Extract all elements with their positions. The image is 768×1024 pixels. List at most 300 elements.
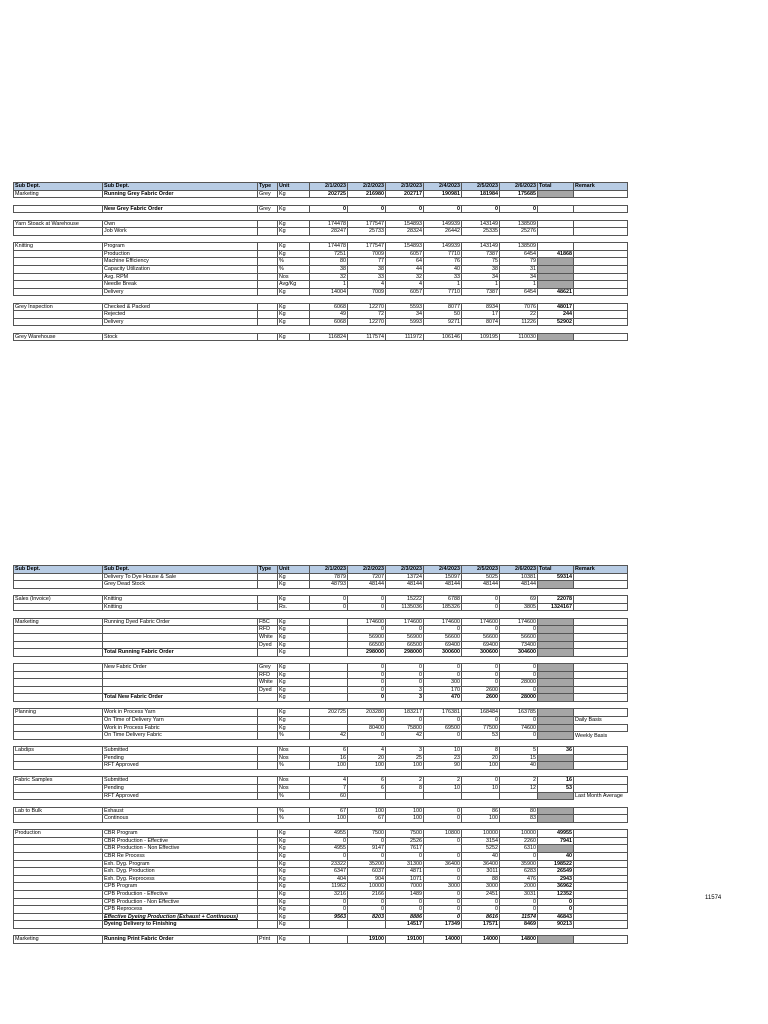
value-cell: 3216 [310,890,348,898]
value-cell [310,936,348,944]
value-cell: 0 [348,596,386,604]
value-cell: 6788 [424,596,462,604]
unit-cell: Kg [278,694,310,702]
value-cell: 10 [462,785,500,793]
value-cell: 53 [462,732,500,740]
sub-dept-cell [14,921,103,929]
sub-dept-cell [14,265,103,273]
table-row [14,852,628,860]
sub-dept-cell [14,581,103,589]
remark-cell [574,860,628,868]
value-cell: 34 [462,273,500,281]
type-cell [258,837,278,845]
type-cell: Grey [258,664,278,672]
remark-cell [574,913,628,921]
value-cell: 177547 [348,220,386,228]
value-cell: 48144 [386,581,424,589]
table-row [14,830,628,838]
table-row [14,581,628,589]
sub-dept-cell [14,205,103,213]
item-cell: Effective Dyeing Production (Exhaust + Continuous) [103,913,258,921]
value-cell: 3031 [500,890,538,898]
header-date: 2/5/2023 [462,566,500,574]
header-unit: Unit [278,183,310,191]
type-cell: Grey [258,205,278,213]
sub-dept-cell: Grey Inspection [14,303,103,311]
value-cell: 0 [424,732,462,740]
sub-dept-cell: Marketing [14,936,103,944]
value-cell: 10000 [500,830,538,838]
item-cell: RFT Approved [103,762,258,770]
item-cell: Avg. RPM [103,273,258,281]
table-row [14,220,628,228]
sub-dept-cell [14,694,103,702]
item-cell: Rejected [103,311,258,319]
total-cell [538,845,574,853]
remark-cell [574,936,628,944]
spacer-cell [14,656,628,663]
value-cell: 4955 [310,845,348,853]
value-cell: 0 [500,906,538,914]
value-cell: 177547 [348,243,386,251]
value-cell: 11574 [500,913,538,921]
value-cell: 14004 [310,288,348,296]
item-cell: New Grey Fabric Order [103,205,258,213]
value-cell: 3000 [424,883,462,891]
table-row [14,633,628,641]
value-cell: 100 [310,762,348,770]
item-cell: RFT Approved [103,792,258,800]
value-cell: 0 [462,898,500,906]
sub-dept-cell [14,281,103,289]
value-cell: 7387 [462,288,500,296]
unit-cell: Kg [278,906,310,914]
value-cell: 404 [310,875,348,883]
total-cell: 49955 [538,830,574,838]
remark-cell: Weekly Basis [575,732,608,739]
value-cell: 163785 [500,709,538,717]
value-cell: 69500 [424,724,462,732]
value-cell: 117574 [348,333,386,341]
table-row [14,626,628,634]
item-cell: CPB Production - Non Effective [103,898,258,906]
unit-cell: Kg [278,243,310,251]
value-cell: 9563 [310,913,348,921]
table-row [14,906,628,914]
table-row [14,898,628,906]
value-cell: 0 [386,906,424,914]
table-row [14,754,628,762]
value-cell: 20 [462,754,500,762]
table-row [14,190,628,198]
total-cell: 53 [538,785,574,793]
value-cell: 3000 [462,883,500,891]
sub-dept-cell [14,641,103,649]
value-cell: 40 [500,762,538,770]
value-cell: 31 [500,265,538,273]
value-cell: 2000 [500,883,538,891]
type-cell [258,898,278,906]
value-cell: 298000 [348,649,386,657]
unit-cell: Nos [278,747,310,755]
unit-cell: Kg [278,921,310,929]
value-cell: 0 [424,807,462,815]
remark-cell [574,883,628,891]
spacer-row [14,739,628,746]
value-cell: 77 [348,258,386,266]
item-cell: Machine Efficiency [103,258,258,266]
value-cell: 6037 [348,868,386,876]
value-cell: 12270 [348,318,386,326]
value-cell: 100 [462,762,500,770]
spacer-row [14,296,628,303]
remark-cell [574,573,628,581]
spacer-cell [14,800,628,807]
type-cell [258,596,278,604]
value-cell: 7251 [310,250,348,258]
item-cell: Running Print Fabric Order [103,936,258,944]
item-cell: Program [103,243,258,251]
type-cell [258,792,278,800]
value-cell: 56600 [424,633,462,641]
item-cell: Dyeing Delivery to Finishing [103,921,258,929]
type-cell [258,762,278,770]
type-cell [258,258,278,266]
value-cell: 22 [500,311,538,319]
value-cell: 14517 [386,921,424,929]
table-body-1 [14,183,628,341]
value-cell [424,845,462,853]
value-cell: 36400 [424,860,462,868]
value-cell: 0 [462,717,500,725]
spacer-row [14,326,628,333]
spacer-cell [14,770,628,777]
value-cell: 111972 [386,333,424,341]
spacer-row [14,770,628,777]
value-cell: 4 [348,747,386,755]
remark-cell [574,890,628,898]
total-cell: 22078 [538,596,574,604]
value-cell: 0 [462,626,500,634]
value-cell: 7009 [348,250,386,258]
remark-cell [574,686,628,694]
value-cell: 0 [348,671,386,679]
value-cell: 50 [424,311,462,319]
type-cell [258,906,278,914]
value-cell: 74600 [500,724,538,732]
value-cell: 0 [310,596,348,604]
value-cell: 0 [348,205,386,213]
remark-cell [574,664,628,672]
value-cell: 7207 [348,573,386,581]
total-cell: 52902 [538,318,574,326]
value-cell [310,679,348,687]
remark-cell [574,333,628,341]
spacer-cell [14,235,628,242]
value-cell: 0 [386,664,424,672]
sub-dept-cell [14,311,103,319]
value-cell: 66500 [348,641,386,649]
item-cell: Exh. Dyg. Reprocess [103,875,258,883]
item-cell: On Time of Delivery Yarn [103,717,258,725]
remark-cell [574,694,628,702]
value-cell: 100 [310,815,348,823]
value-cell: 7000 [386,883,424,891]
value-cell [310,671,348,679]
unit-cell: Kg [278,311,310,319]
unit-cell: Kg [278,837,310,845]
table-row [14,694,628,702]
total-cell [538,724,574,732]
item-cell: CPB Production - Effective [103,890,258,898]
value-cell: 67 [348,815,386,823]
value-cell: 0 [462,603,500,611]
value-cell: 4 [386,281,424,289]
unit-cell: % [278,815,310,823]
total-cell: 16 [538,777,574,785]
total-cell: 0 [538,898,574,906]
item-cell: CBR Production - Non Effective [103,845,258,853]
type-cell [258,921,278,929]
value-cell: 0 [348,898,386,906]
type-cell [258,807,278,815]
item-cell: Delivery To Dye House & Sale [103,573,258,581]
value-cell: 0 [500,664,538,672]
type-cell [258,777,278,785]
value-cell: 138509 [500,243,538,251]
value-cell: 300600 [424,649,462,657]
sub-dept-cell [14,671,103,679]
spacer-row [14,656,628,663]
type-cell [258,883,278,891]
header-sub-dept: Sub Dept. [14,183,103,191]
value-cell: 8934 [462,303,500,311]
sub-dept-cell [14,664,103,672]
value-cell: 174600 [386,618,424,626]
value-cell: 10000 [462,830,500,838]
unit-cell: Kg [278,626,310,634]
type-cell [258,333,278,341]
value-cell: 470 [424,694,462,702]
value-cell: 0 [386,679,424,687]
value-cell [348,921,386,929]
unit-cell: % [278,762,310,770]
value-cell: 100 [348,762,386,770]
unit-cell: % [278,265,310,273]
type-cell [258,265,278,273]
unit-cell: Kg [278,228,310,236]
item-cell [103,679,258,687]
table-row [14,228,628,236]
remark-cell [574,618,628,626]
table-row [14,664,628,672]
value-cell: 15097 [424,573,462,581]
value-cell: 32 [386,273,424,281]
remark-cell [574,649,628,657]
value-cell: 304600 [500,649,538,657]
value-cell: 2 [386,777,424,785]
type-cell: RFD [258,626,278,634]
value-cell: 0 [348,694,386,702]
spacer-cell [14,739,628,746]
total-cell: 48621 [538,288,574,296]
value-cell: 2260 [500,837,538,845]
value-cell: 14800 [500,936,538,944]
total-cell [538,671,574,679]
table-row [14,837,628,845]
value-cell: 15222 [386,596,424,604]
type-cell: Dyed [258,686,278,694]
value-cell: 6283 [500,868,538,876]
sub-dept-cell [14,815,103,823]
total-cell [538,281,574,289]
value-cell: 8616 [462,913,500,921]
item-cell: Exh. Dyg. Program [103,860,258,868]
value-cell: 16 [310,754,348,762]
table-row [14,243,628,251]
value-cell: 0 [424,868,462,876]
spacer-row [14,588,628,595]
value-cell: 3 [386,747,424,755]
total-cell [538,686,574,694]
value-cell: 154893 [386,243,424,251]
total-cell: 2943 [538,875,574,883]
type-cell [258,303,278,311]
item-cell: Job Work [103,228,258,236]
header-date: 2/3/2023 [386,566,424,574]
header-unit: Unit [278,566,310,574]
value-cell: 56600 [462,633,500,641]
total-cell: 41868 [538,250,574,258]
value-cell: 19100 [386,936,424,944]
unit-cell: Kg [278,303,310,311]
value-cell: 83 [500,815,538,823]
value-cell: 0 [424,906,462,914]
type-cell [258,747,278,755]
value-cell: 2600 [462,686,500,694]
value-cell: 8074 [462,318,500,326]
value-cell: 0 [386,671,424,679]
item-cell [103,633,258,641]
sub-dept-cell [14,273,103,281]
unit-cell: % [278,732,310,740]
value-cell [348,792,386,800]
value-cell: 33 [348,273,386,281]
value-cell: 1 [310,281,348,289]
value-cell: 76 [424,258,462,266]
value-cell: 190981 [424,190,462,198]
total-cell: 36 [538,747,574,755]
value-cell: 0 [500,686,538,694]
item-cell [103,671,258,679]
type-cell: Dyed [258,641,278,649]
item-cell: CBR Production - Effective [103,837,258,845]
type-cell [258,754,278,762]
item-cell: Knitting [103,596,258,604]
value-cell: 8 [462,747,500,755]
value-cell: 175685 [500,190,538,198]
value-cell: 9271 [424,318,462,326]
remark-cell [574,281,628,289]
total-cell [538,936,574,944]
total-cell: 40 [538,852,574,860]
value-cell: 0 [424,913,462,921]
stray-cell-value: 11574 [705,895,722,901]
total-cell [538,333,574,341]
value-cell: 28324 [386,228,424,236]
remark-cell [574,671,628,679]
unit-cell: Kg [278,686,310,694]
value-cell: 138509 [500,220,538,228]
header-sub-dept-2: Sub Dept. [103,566,258,574]
value-cell: 174600 [424,618,462,626]
value-cell: 0 [462,679,500,687]
value-cell: 7710 [424,288,462,296]
value-cell: 17571 [462,921,500,929]
remark-cell [574,815,628,823]
value-cell: 90 [424,762,462,770]
table-row [14,333,628,341]
item-cell: Stock [103,333,258,341]
spacer-cell [14,822,628,829]
table-row [14,649,628,657]
value-cell: 32 [310,273,348,281]
value-cell: 174600 [462,618,500,626]
unit-cell: Kg [278,830,310,838]
value-cell: 17 [462,311,500,319]
value-cell: 6310 [500,845,538,853]
value-cell: 11962 [310,883,348,891]
value-cell: 56600 [500,633,538,641]
sub-dept-cell: Grey Warehouse [14,333,103,341]
value-cell: 0 [500,626,538,634]
value-cell: 174478 [310,220,348,228]
value-cell: 40 [462,852,500,860]
value-cell: 6454 [500,288,538,296]
table-row [14,318,628,326]
spacer-row [14,822,628,829]
total-cell [538,265,574,273]
header-total: Total [538,183,574,191]
header-sub-dept-2: Sub Dept. [103,183,258,191]
header-date: 2/5/2023 [462,183,500,191]
value-cell: 2 [424,777,462,785]
value-cell: 48793 [310,581,348,589]
value-cell: 0 [424,815,462,823]
value-cell: 174600 [348,618,386,626]
sub-dept-cell [14,785,103,793]
item-cell: Grey Dead Stock [103,581,258,589]
header-date: 2/6/2023 [500,183,538,191]
item-cell: Work in Process Fabric [103,724,258,732]
value-cell: 4955 [310,830,348,838]
type-cell [258,875,278,883]
value-cell: 0 [424,664,462,672]
value-cell: 0 [348,679,386,687]
table-row [14,762,628,770]
table-row [14,671,628,679]
value-cell: 38 [348,265,386,273]
header-date: 2/2/2023 [348,566,386,574]
value-cell [310,618,348,626]
unit-cell: Kg [278,898,310,906]
spacer-row [14,800,628,807]
value-cell: 0 [500,732,538,740]
value-cell: 0 [500,852,538,860]
header-date: 2/1/2023 [310,183,348,191]
table-row [14,709,628,717]
value-cell: 1071 [386,875,424,883]
